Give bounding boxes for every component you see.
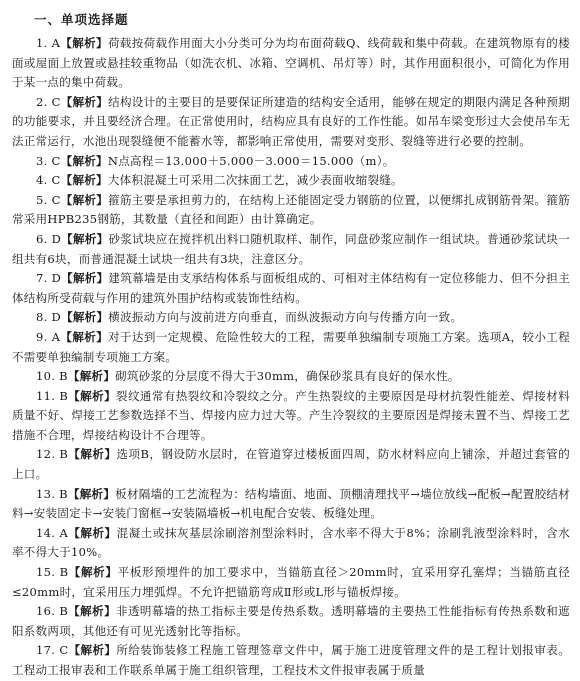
answer-item: [12, 563, 570, 602]
analysis-text: 对于达到一定规模、危险性较大的工程，需要单独编制专项施工方案。选项A，较小工程不需要单独编制专项施工方案。: [12, 329, 570, 364]
answer-item: [12, 269, 570, 308]
item-number: 5.: [36, 192, 48, 207]
item-number: 17.: [36, 643, 56, 658]
answer-item: [12, 367, 570, 387]
analysis-tag: 【解析】: [61, 271, 109, 286]
item-number: 7.: [36, 271, 48, 286]
answer-letter: C: [51, 192, 61, 207]
item-number: 8.: [36, 310, 48, 325]
item-number: 3.: [36, 153, 48, 168]
answer-item: [12, 328, 570, 367]
answer-letter: A: [51, 329, 61, 344]
analysis-text: 平板形预埋件的加工要求中，当锚筋直径＞20mm时，宜采用穿孔塞焊；当锚筋直径≤20mm时，宜采用压力埋弧焊。不允许把锚筋弯成Ⅱ形或L形与锚板焊接。: [12, 565, 570, 599]
analysis-text: 结构设计的主要目的是要保证所建造的结构安全适用，能够在规定的期限内满足各种预期的功能要求，并且要经济合理。在正常使用时，结构应具有良好的工作性能。如吊车梁变形过大会使吊车无法正常运行，水池出现裂缝便不能蓄水等，都影响正常使用，需要对变形、裂缝等进行必要的控制。: [12, 94, 570, 148]
section-title: 一、单项选择题: [34, 12, 129, 27]
answer-item: [12, 34, 570, 93]
analysis-text: 荷载按荷载作用面大小分类可分为均布面荷载Q、线荷载和集中荷载。在建筑物原有的楼面或屋面上放置或悬挂较重物品（如洗衣机、冰箱、空调机、吊灯等）时，其作用面积很小，可简化为作用于某一点的集中荷载。: [12, 36, 570, 90]
analysis-tag: 【解析】: [68, 565, 118, 580]
answer-letter: D: [51, 310, 62, 325]
analysis-tag: 【解析】: [68, 388, 117, 403]
analysis-text: 砌筑砂浆的分层度不得大于30mm，确保砂浆具有良好的保水性。: [115, 369, 460, 384]
analysis-tag: 【解析】: [60, 173, 108, 188]
analysis-tag: 【解析】: [67, 369, 116, 384]
analysis-tag: 【解析】: [60, 36, 108, 50]
answer-letter: A: [59, 525, 69, 540]
item-number: 11.: [36, 388, 56, 403]
analysis-text: 选项B，钢设防水层时，在管道穿过楼板面四周，防水材料应向上铺涂，并超过套管的上口。: [12, 447, 570, 482]
analysis-tag: 【解析】: [61, 231, 109, 246]
analysis-tag: 【解析】: [68, 643, 117, 658]
analysis-text: 裂纹通常有热裂纹和冷裂纹之分。产生热裂纹的主要原因是母材抗裂性能差、焊接材料质量不好、焊接工艺参数选择不当、焊接内应力过大等。产生冷裂纹的主要原因是焊接未置不当、焊接工艺措施不合理，焊接结构设计不合理等。: [12, 388, 570, 442]
item-number: 2.: [36, 94, 48, 109]
analysis-text: 箍筋主要是承担剪力的，在结构上还能固定受力钢筋的位置，以便绑扎成钢筋骨架。箍筋常采用HPB235钢筋，其数量（直径和间距）由计算确定。: [12, 192, 570, 227]
analysis-text: 非透明幕墙的热工指标主要是传热系数。透明幕墙的主要热工性能指标有传热系数和遮阳系数两项，其他还有可见光透射比等指标。: [12, 604, 570, 638]
analysis-text: 建筑幕墙是由支承结构体系与面板组成的、可相对主体结构有一定位移能力、但不分担主体结构所受荷载与作用的建筑外围护结构或装饰性结构。: [12, 271, 570, 305]
item-number: 6.: [36, 231, 48, 246]
answer-letter: D: [51, 231, 62, 246]
item-number: 4.: [36, 173, 48, 188]
answer-letter: C: [51, 153, 61, 168]
analysis-text: 横波振动方向与波前进方向垂直，而纵波振动方向与传播方向一致。: [108, 310, 463, 325]
answer-letter: B: [59, 388, 69, 403]
answer-item: [12, 445, 570, 484]
item-number: 10.: [36, 369, 56, 384]
answer-letter: D: [51, 271, 62, 286]
answer-item: [12, 485, 570, 524]
answer-item: [12, 308, 570, 328]
analysis-tag: 【解析】: [68, 525, 117, 540]
item-number: 14.: [36, 525, 56, 540]
analysis-tag: 【解析】: [60, 329, 109, 344]
answer-letter: C: [51, 173, 61, 188]
answer-item: [12, 602, 570, 641]
answer-item: [12, 93, 570, 152]
answer-item: [12, 524, 570, 563]
item-number: 15.: [36, 565, 56, 580]
answer-item: [12, 387, 570, 446]
analysis-text: 大体积混凝土可采用二次抹面工艺，减少表面收缩裂缝。: [107, 173, 403, 188]
analysis-tag: 【解析】: [60, 94, 109, 109]
answer-letter: B: [59, 447, 69, 462]
analysis-text: 混凝土或抹灰基层涂刷溶剂型涂料时，含水率不得大于8%；涂刷乳液型涂料时，含水率不得大于10%。: [12, 525, 570, 560]
item-number: 1.: [36, 36, 48, 50]
answer-item: [12, 152, 570, 172]
analysis-text: N点高程＝13.000＋5.000－3.000＝15.000（m）。: [107, 153, 395, 168]
analysis-text: 板材隔墙的工艺流程为：结构墙面、地面、顶棚清理找平→墙位放线→配板→配置胶结材料→安装固定卡→安装门窗框→安装隔墙板→机电配合安装、板缝处理。: [12, 486, 570, 521]
answer-letter: B: [59, 565, 69, 580]
answer-item: [12, 641, 570, 680]
answer-letter: B: [59, 486, 68, 501]
item-number: 13.: [36, 486, 56, 501]
answer-list: [12, 34, 570, 681]
answer-letter: C: [59, 643, 69, 658]
answer-letter: A: [51, 36, 61, 50]
answer-item: [12, 230, 570, 269]
analysis-tag: 【解析】: [68, 604, 117, 619]
answer-letter: B: [59, 604, 69, 619]
analysis-tag: 【解析】: [61, 310, 109, 325]
analysis-tag: 【解析】: [67, 486, 116, 501]
analysis-tag: 【解析】: [60, 192, 109, 207]
answer-letter: B: [59, 369, 68, 384]
item-number: 9.: [36, 329, 48, 344]
analysis-text: 砂浆试块应在搅拌机出料口随机取样、制作，同盘砂浆应制作一组试块。普通砂浆试块一组共有6块，而普通混凝土试块一组共有3块，注意区分。: [12, 231, 570, 266]
answer-item: [12, 191, 570, 230]
item-number: 16.: [36, 604, 56, 619]
analysis-text: 所给装饰装修工程施工管理签章文件中，属于施工进度管理文件的是工程计划报审表。工程动工报审表和工作联系单属于施工组织管理，工程技术文件报审表属于质量: [12, 643, 570, 677]
analysis-tag: 【解析】: [68, 447, 117, 462]
item-number: 12.: [36, 447, 56, 462]
answer-letter: C: [51, 94, 61, 109]
analysis-tag: 【解析】: [60, 153, 108, 168]
answer-item: [12, 171, 570, 191]
